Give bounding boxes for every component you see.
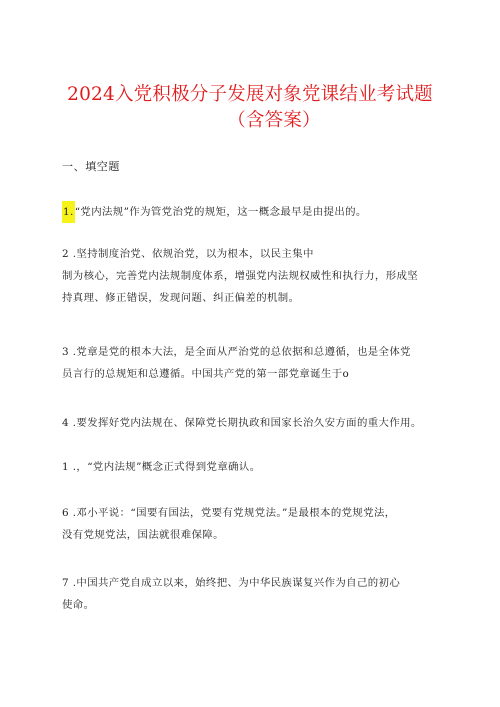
question-4 <box>62 412 442 434</box>
document-title: 2024入党积极分子发展对象党课结业考试题 <box>67 84 433 105</box>
question-line <box>62 201 442 223</box>
question-5 <box>62 456 442 478</box>
question-6 <box>62 502 442 546</box>
question-line: 制为核心，完善党内法规制度体系，增强党内法规权威性和执行力，形成坚 <box>62 270 419 282</box>
question-7 <box>62 572 442 616</box>
question-1 <box>62 201 442 223</box>
question-line: 3 .党章是党的根本大法，是全面从严治党的总依据和总遵循，也是全体党 <box>62 346 411 358</box>
section-heading: 一、填空题 <box>62 160 120 173</box>
document-subtitle: （含答案） <box>227 110 321 131</box>
question-line: 6 .邓小平说：“国要有国法，党要有党规党法。”是最根本的党规党法， <box>62 507 396 519</box>
question-line: 使命。 <box>62 599 95 611</box>
question-line: 7 .中国共产党自成立以来，始终把、为中华民族谋复兴作为自己的初心 <box>62 577 401 589</box>
question-line: 2 .坚持制度治党、依规治党，以为根本，以民主集中 <box>62 248 314 260</box>
question-line: 4 .要发挥好党内法规在、保障党长期执政和国家长治久安方面的重大作用。 <box>62 417 422 429</box>
question-line: 员言行的总规矩和总遵循。中国共产党的第一部党章诞生于o <box>62 368 350 380</box>
question-text: “党内法规”作为管党治党的规矩，这一概念最早是由提出的。 <box>74 206 367 218</box>
question-line: 没有党规党法，国法就很难保障。 <box>62 529 224 541</box>
question-2 <box>62 243 442 309</box>
question-line: 1 .，“党内法规”概念正式得到党章确认。 <box>62 461 261 473</box>
question-number-highlight: 1. <box>62 201 75 223</box>
question-3 <box>62 341 442 385</box>
question-line: 持真理、修正错误，发现问题、纠正偏差的机制。 <box>62 292 300 304</box>
